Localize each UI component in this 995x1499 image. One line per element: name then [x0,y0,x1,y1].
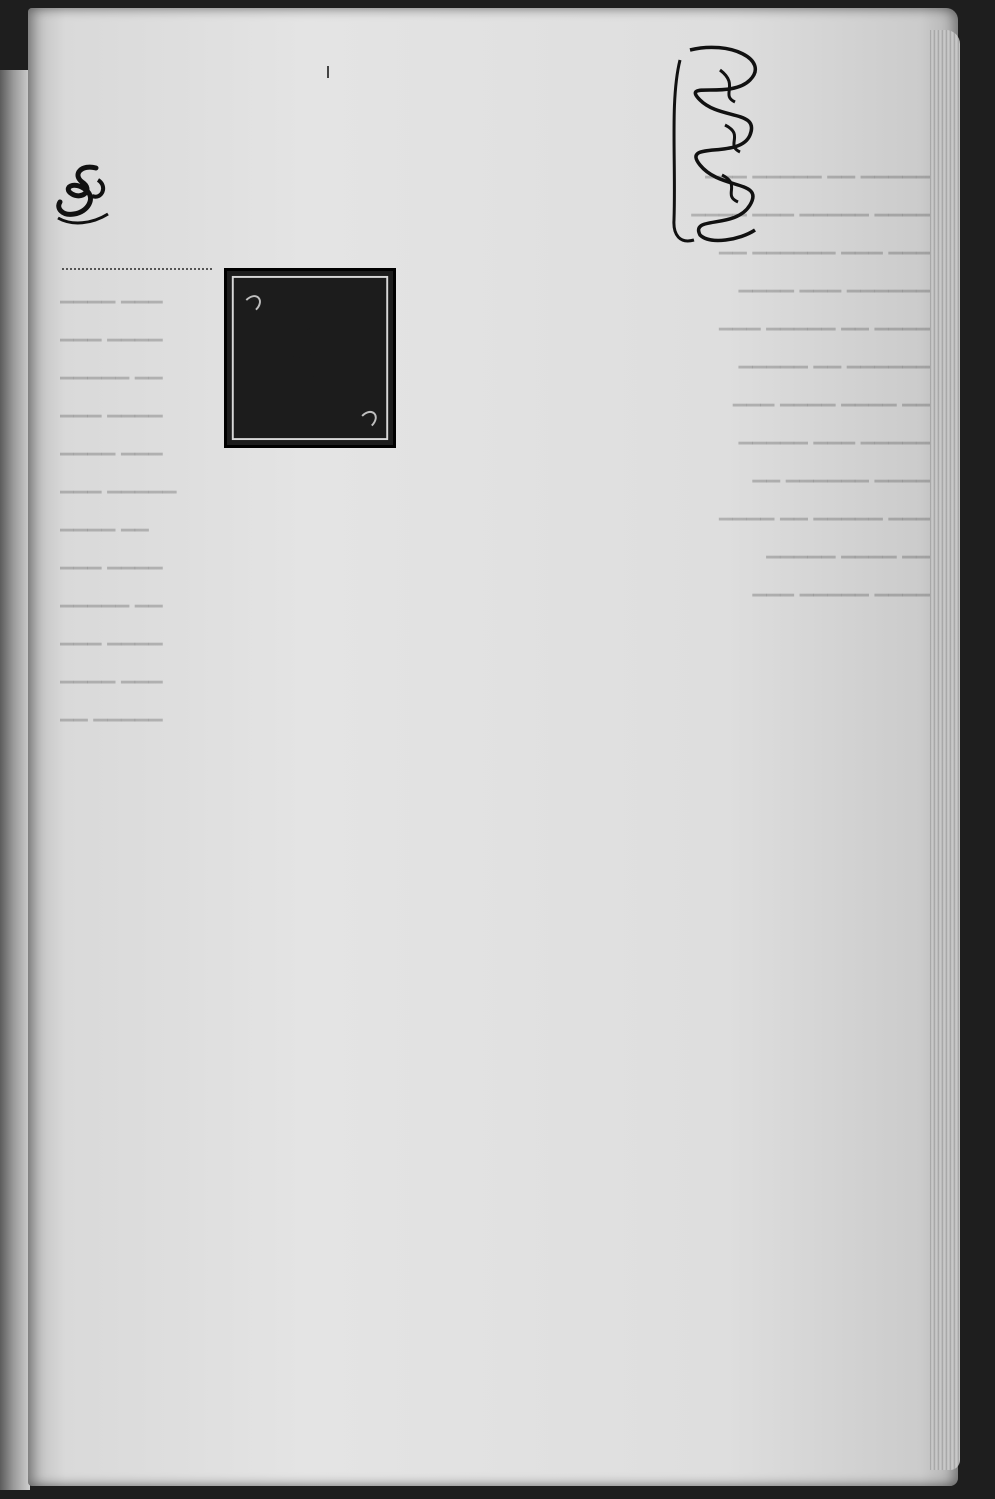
adjacent-page-edge [0,70,30,1490]
right-flourish-icon [660,40,778,246]
show-through-left: ▁▁▁▁ ▁▁▁ ▁▁▁ ▁▁▁▁ ▁▁▁▁▁ ▁▁ ▁▁▁ ▁▁▁▁ ▁▁▁▁ ▁▁▁ ▁▁▁ ▁▁▁▁▁ ▁▁▁▁ ▁▁ ▁▁▁ ▁▁▁▁ ▁▁▁▁▁ ▁▁ ▁▁▁ ▁▁▁▁ ▁▁▁▁ ▁▁▁ ▁▁ ▁▁▁▁▁ [60,283,177,722]
show-through-right: ▁▁▁ ▁▁▁▁▁ ▁▁ ▁▁▁▁▁ ▁▁▁▁ ▁▁▁ ▁▁▁▁▁ ▁▁▁▁ ▁▁ ▁▁▁▁▁▁ ▁▁▁ ▁▁▁ ▁▁▁▁ ▁▁▁ ▁▁▁▁▁▁ ▁▁▁ ▁▁▁▁▁ ▁▁ ▁▁▁▁ ▁▁▁▁▁ ▁▁ ▁▁▁▁▁▁ ▁▁▁ ▁▁▁▁ ▁▁▁▁ ▁▁ ▁▁▁▁▁ ▁▁▁ ▁▁▁▁▁ ▁▁ ▁▁▁▁▁▁ ▁▁▁▁ ▁▁▁▁ ▁▁ ▁▁▁▁▁ ▁▁▁ ▁▁▁▁▁ ▁▁▁▁ ▁▁ ▁▁▁ ▁▁▁▁▁ ▁▁▁▁ [691,158,930,597]
decorative-initial-d [224,268,396,448]
page-stack-edge [930,30,960,1470]
left-flourish-icon [52,160,116,230]
left-margin-dots [62,268,212,270]
page-mark-tick [327,66,329,78]
